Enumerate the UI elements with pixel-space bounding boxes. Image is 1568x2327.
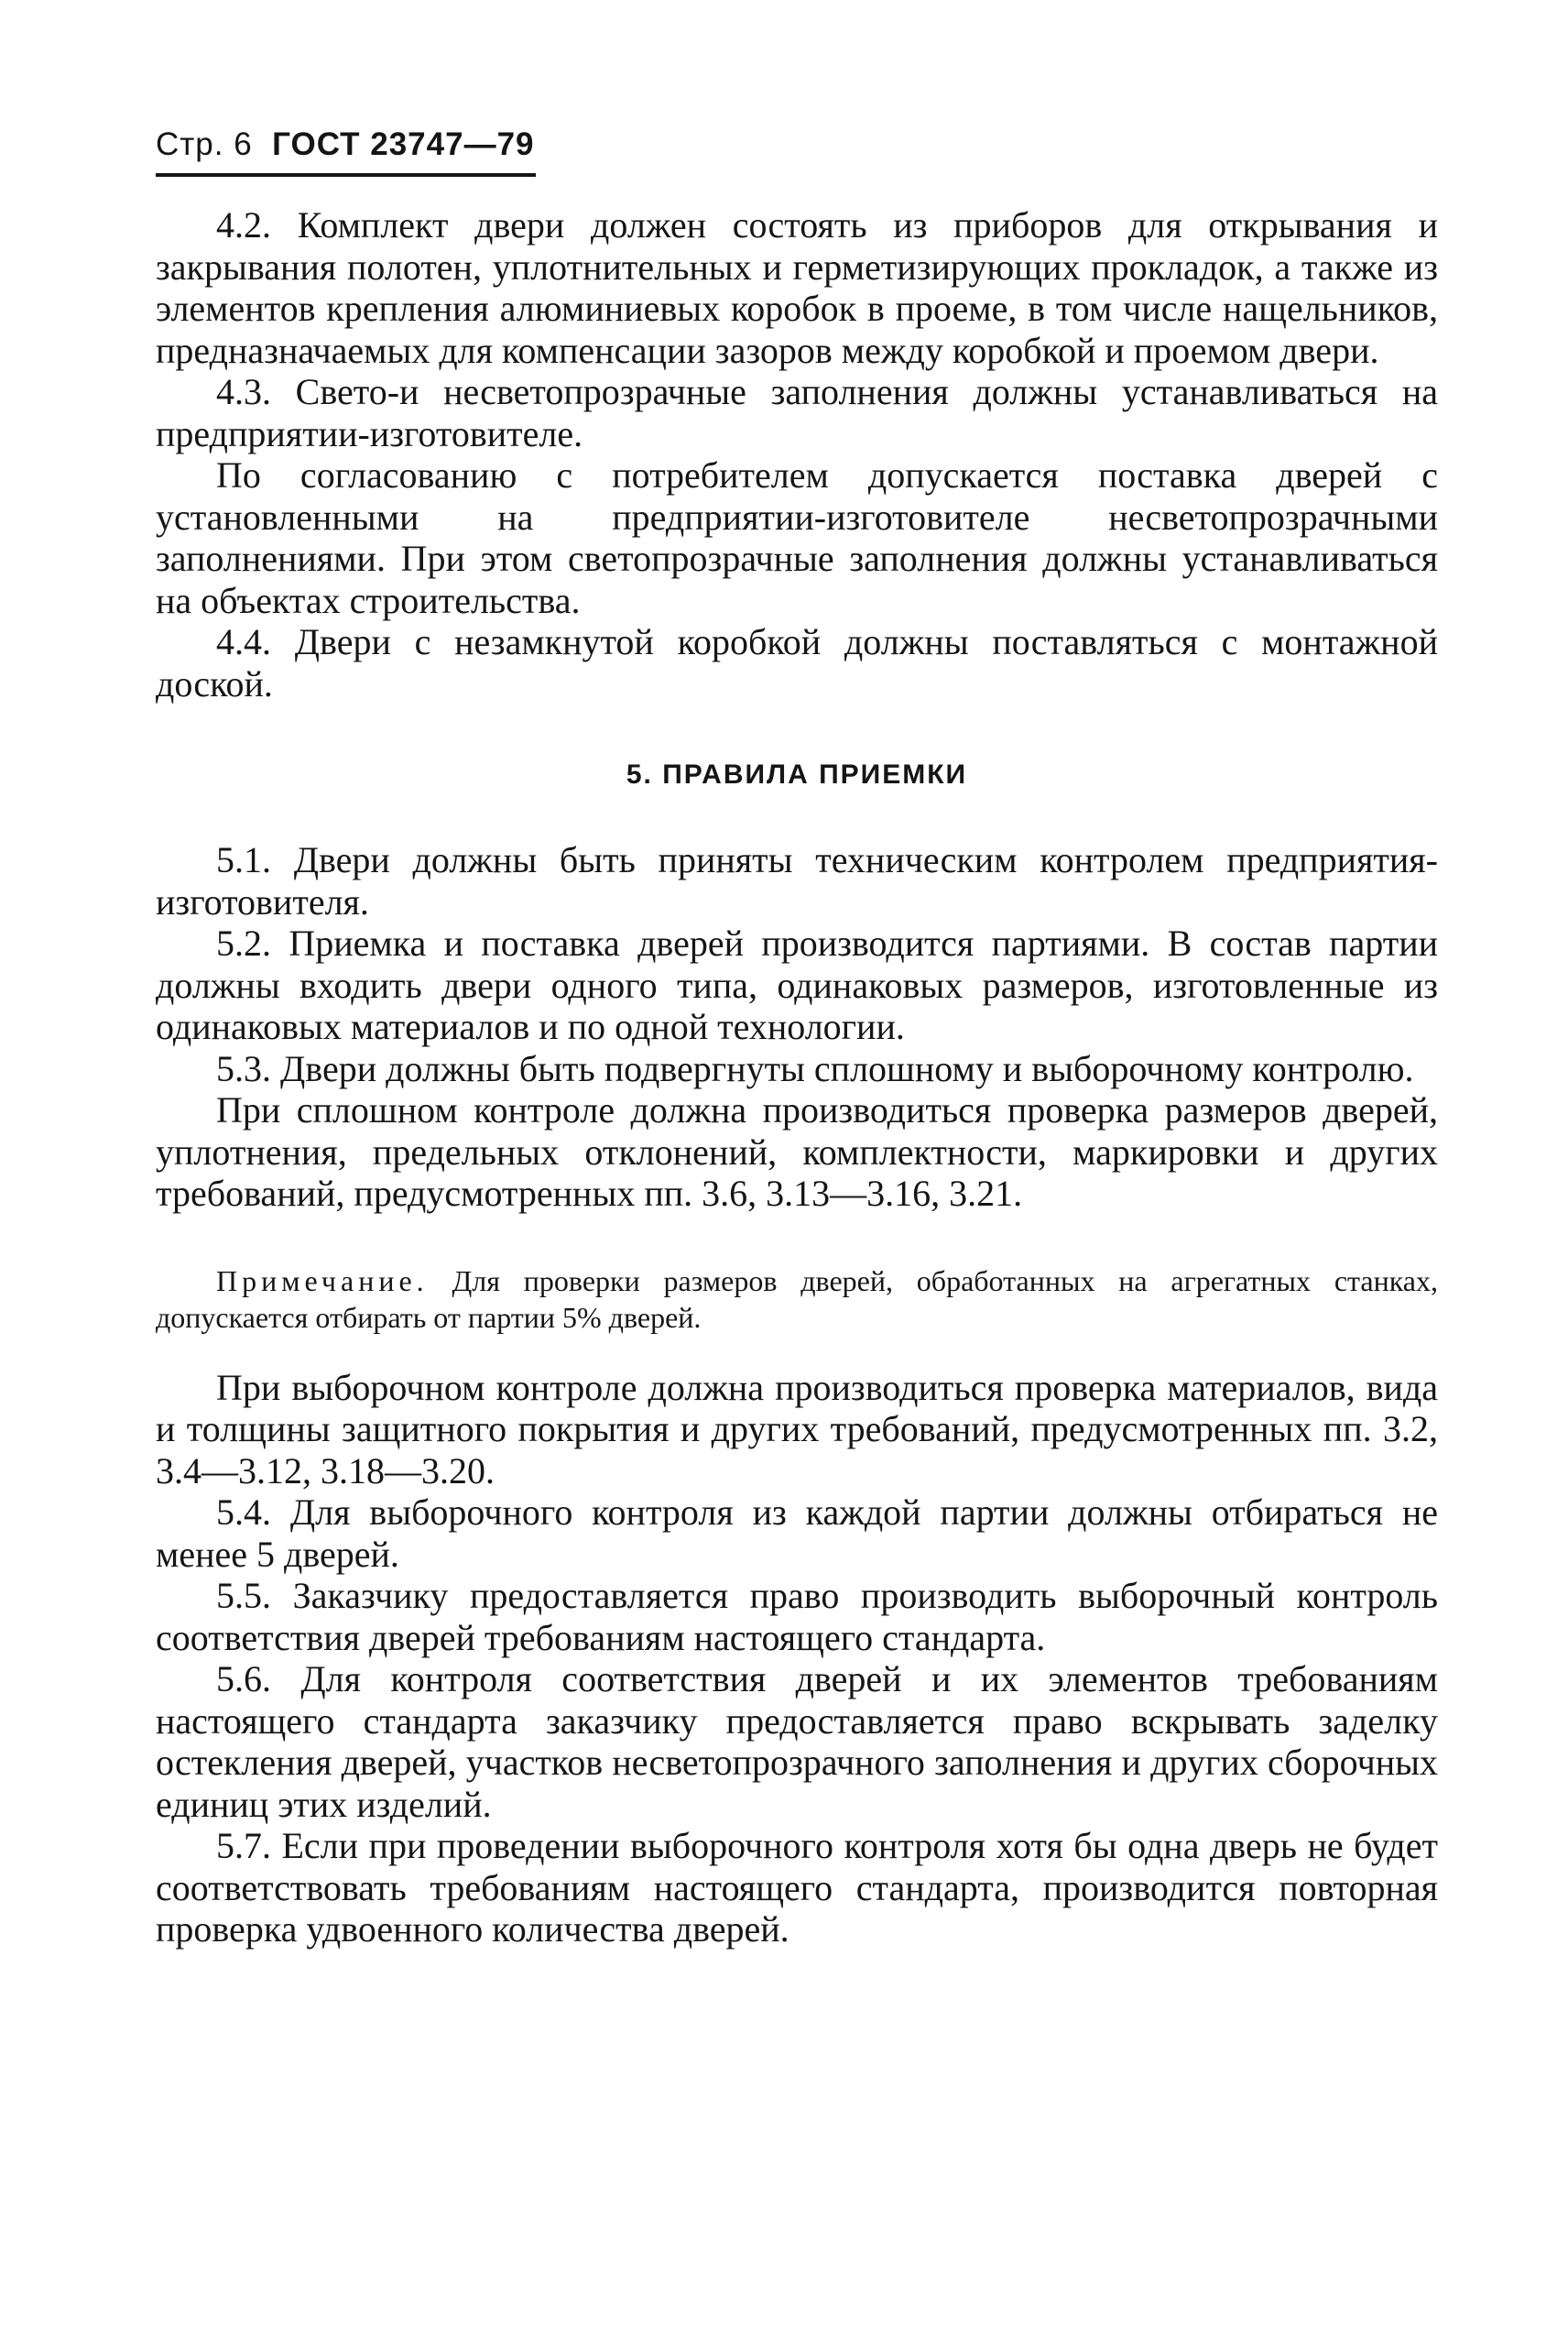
standard-number: ГОСТ 23747—79	[272, 126, 535, 162]
document-page	[156, 128, 1438, 1950]
clause-4-2: 4.2. Комплект двери должен состоять из приборов для открывания и закрывания полотен, уплотнительных и герметизирующих прокладок, а также из элементов крепления алюминиевых коробок в проеме, в том числе нащельников, предназначаемых для компенсации зазоров между коробкой и проемом двери.	[156, 204, 1438, 371]
running-header	[156, 128, 536, 177]
section-5-title: 5. ПРАВИЛА ПРИЕМКИ	[626, 759, 968, 790]
page-number: Стр. 6	[156, 126, 253, 162]
clause-5-6: 5.6. Для контроля соответствия дверей и их элементов требованиям настоящего стандарта заказчику предоставляется право вскрывать заделку остекления дверей, участков несветопрозрачного заполнения и других сборочных единиц этих изделий.	[156, 1658, 1438, 1825]
clause-4-3-continuation: По согласованию с потребителем допускается поставка дверей с установленными на предприятии-изготовителе несветопрозрачными заполнениями. При этом светопрозрачные заполнения должны устанавливаться на объектах строительства.	[156, 454, 1438, 621]
clause-5-3-sample-control: При выборочном контроле должна производиться проверка материалов, вида и толщины защитного покрытия и других требований, предусмотренных пп. 3.2, 3.4—3.12, 3.18—3.20.	[156, 1366, 1438, 1491]
clause-5-1: 5.1. Двери должны быть приняты техническим контролем предприятия-изготовителя.	[156, 839, 1438, 923]
clause-4-4: 4.4. Двери с незамкнутой коробкой должны поставляться с монтажной доской.	[156, 621, 1438, 705]
clause-5-2: 5.2. Приемка и поставка дверей производится партиями. В состав партии должны входить двери одного типа, одинаковых размеров, изготовленные из одинаковых материалов и по одной технологии.	[156, 923, 1438, 1047]
note-label: Примечание.	[216, 1263, 429, 1297]
clause-5-3: 5.3. Двери должны быть подвергнуты сплошному и выборочному контролю.	[216, 1047, 1414, 1089]
clause-5-3-continuous-control: При сплошном контроле должна производиться проверка размеров дверей, уплотнения, предельных отклонений, комплектности, маркировки и других требований, предусмотренных пп. 3.6, 3.13—3.16, 3.21.	[156, 1089, 1438, 1214]
clause-5-7: 5.7. Если при проведении выборочного контроля хотя бы одна дверь не будет соответствовать требованиям настоящего стандарта, производится повторная проверка удвоенного количества дверей.	[156, 1825, 1438, 1950]
clause-5-5: 5.5. Заказчику предоставляется право производить выборочный контроль соответствия дверей требованиям настоящего стандарта.	[156, 1575, 1438, 1658]
clause-5-4: 5.4. Для выборочного контроля из каждой партии должны отбираться не менее 5 дверей.	[156, 1491, 1438, 1575]
clause-4-3: 4.3. Свето-и несветопрозрачные заполнения должны устанавливаться на предприятии-изготовителе.	[156, 371, 1438, 454]
note	[156, 1262, 1438, 1336]
document-body	[156, 204, 1438, 1950]
note-text: Для проверки размеров дверей, обработанных на агрегатных станках, допускается отбирать от партии 5% дверей.	[156, 1263, 1439, 1334]
